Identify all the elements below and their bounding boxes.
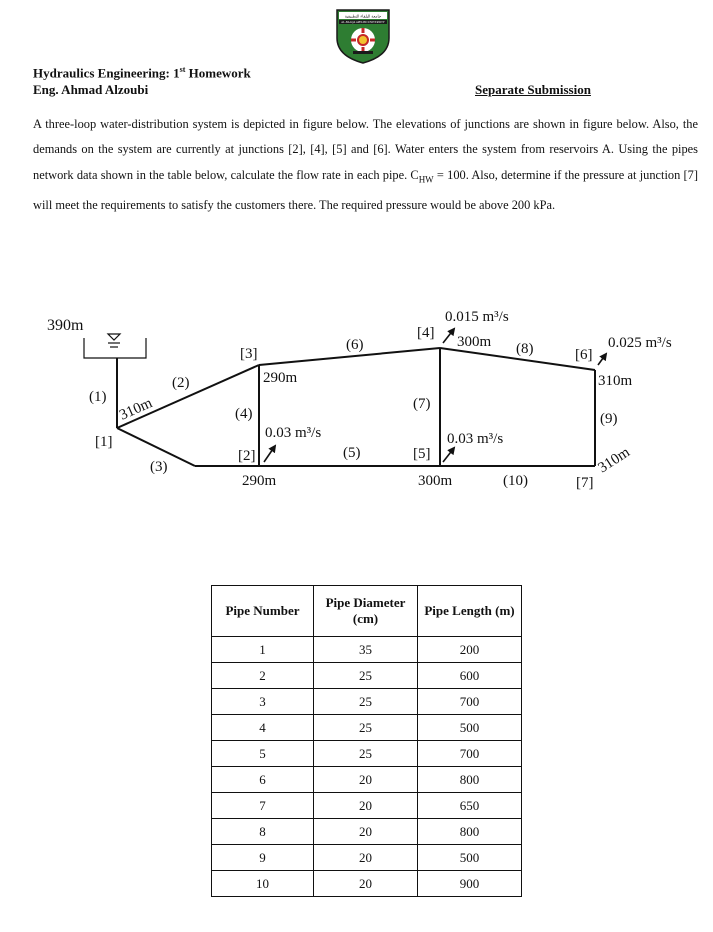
cell-pipe-number: 2	[212, 663, 314, 689]
course-title-superscript: st	[179, 65, 186, 74]
university-logo	[333, 8, 393, 64]
cell-pipe-number: 5	[212, 741, 314, 767]
problem-statement	[33, 112, 698, 218]
table-row	[212, 871, 522, 897]
cell-pipe-number: 10	[212, 871, 314, 897]
table-row	[212, 767, 522, 793]
cell-pipe-number: 3	[212, 689, 314, 715]
demand-label-j6: 0.025 m³/s	[608, 335, 672, 351]
table-row	[212, 741, 522, 767]
reservoir	[84, 334, 146, 358]
demand-label-j2: 0.03 m³/s	[265, 425, 322, 441]
logo-arabic-text: جامعة البلقاء التطبيقية	[344, 13, 382, 19]
junction-label-4: [4]	[417, 325, 435, 341]
junction-label-7: [7]	[576, 475, 594, 491]
problem-text-end: = 100. Also, determine if the pressure at junction [7] will meet the requirements to satisfy the customers there. The required pressure would be above 200 kPa.	[33, 167, 698, 212]
table-header-row	[212, 586, 522, 637]
cell-pipe-number: 9	[212, 845, 314, 871]
cell-pipe-number: 1	[212, 637, 314, 663]
cell-diameter: 20	[314, 793, 418, 819]
table-row	[212, 637, 522, 663]
cell-pipe-number: 8	[212, 819, 314, 845]
cell-diameter: 20	[314, 871, 418, 897]
pipe-data-table	[211, 585, 522, 897]
demand-arrow-j6	[598, 354, 606, 365]
cell-diameter: 25	[314, 689, 418, 715]
logo-english-text: AL-BALQA APPLIED UNIVERSITY	[341, 21, 385, 25]
course-title-text: Hydraulics Engineering: 1	[33, 65, 180, 81]
cell-pipe-number: 7	[212, 793, 314, 819]
header-pipe-diameter: Pipe Diameter (cm)	[314, 586, 418, 637]
junction-label-3: [3]	[240, 346, 258, 362]
demand-label-j4: 0.015 m³/s	[445, 309, 509, 325]
cell-length: 650	[418, 793, 522, 819]
demand-arrow-j2	[264, 446, 275, 462]
junction-label-1: [1]	[95, 434, 113, 450]
elevation-j7: 310m	[595, 444, 633, 477]
pipe-label-9: (9)	[600, 411, 618, 427]
cell-length: 500	[418, 845, 522, 871]
cell-diameter: 20	[314, 845, 418, 871]
pipe-label-6: (6)	[346, 337, 364, 353]
pipe-label-5: (5)	[343, 445, 361, 461]
elevation-j1: 310m	[117, 395, 155, 424]
pipe-label-4: (4)	[235, 406, 253, 422]
demand-arrow-j5	[443, 448, 454, 462]
junction-label-2: [2]	[238, 448, 256, 464]
header-pipe-length: Pipe Length (m)	[418, 586, 522, 637]
network-diagram	[0, 290, 713, 500]
submission-note: Separate Submission	[475, 82, 591, 97]
junction-label-6: [6]	[575, 347, 593, 363]
cell-length: 200	[418, 637, 522, 663]
cell-diameter: 25	[314, 741, 418, 767]
table-row	[212, 663, 522, 689]
cell-diameter: 20	[314, 819, 418, 845]
pipe-label-3: (3)	[150, 459, 168, 475]
pipe-label-10: (10)	[503, 473, 528, 489]
elevation-j5: 300m	[418, 473, 453, 489]
demand-arrow-j4	[443, 329, 454, 343]
cell-pipe-number: 6	[212, 767, 314, 793]
elevation-j4: 300m	[457, 334, 492, 350]
reservoir-elevation: 390m	[47, 317, 84, 334]
pipe-label-1: (1)	[89, 389, 107, 405]
chw-subscript: HW	[418, 174, 434, 185]
header-pipe-number: Pipe Number	[212, 586, 314, 637]
elevation-j3: 290m	[263, 370, 298, 386]
table-row	[212, 819, 522, 845]
cell-length: 500	[418, 715, 522, 741]
cell-diameter: 25	[314, 715, 418, 741]
cell-length: 600	[418, 663, 522, 689]
cell-length: 700	[418, 741, 522, 767]
table-row	[212, 689, 522, 715]
elevation-j6: 310m	[598, 373, 633, 389]
cell-length: 700	[418, 689, 522, 715]
cell-length: 800	[418, 819, 522, 845]
course-title	[33, 65, 251, 81]
table-row	[212, 845, 522, 871]
cell-diameter: 35	[314, 637, 418, 663]
cell-length: 800	[418, 767, 522, 793]
cell-pipe-number: 4	[212, 715, 314, 741]
demand-label-j5: 0.03 m³/s	[447, 431, 504, 447]
course-title-suffix: Homework	[185, 65, 251, 81]
author-name: Eng. Ahmad Alzoubi	[33, 82, 149, 97]
junction-label-5: [5]	[413, 446, 431, 462]
elevation-j2: 290m	[242, 473, 277, 489]
pipe-label-8: (8)	[516, 341, 534, 357]
table-row	[212, 715, 522, 741]
pipe-label-7: (7)	[413, 396, 431, 412]
cell-diameter: 25	[314, 663, 418, 689]
pipe-label-2: (2)	[172, 375, 190, 391]
cell-diameter: 20	[314, 767, 418, 793]
problem-text: A three-loop water-distribution system is depicted in figure below. The elevations of junctions are shown in figure below. Also, the demands on the system are currently at junctions [2], [4], [5] and [6]. Water enters the system from reservoirs A. Using the pipes network data shown in the table below, calculate the flow rate in each pipe. C	[33, 117, 698, 182]
table-row	[212, 793, 522, 819]
cell-length: 900	[418, 871, 522, 897]
